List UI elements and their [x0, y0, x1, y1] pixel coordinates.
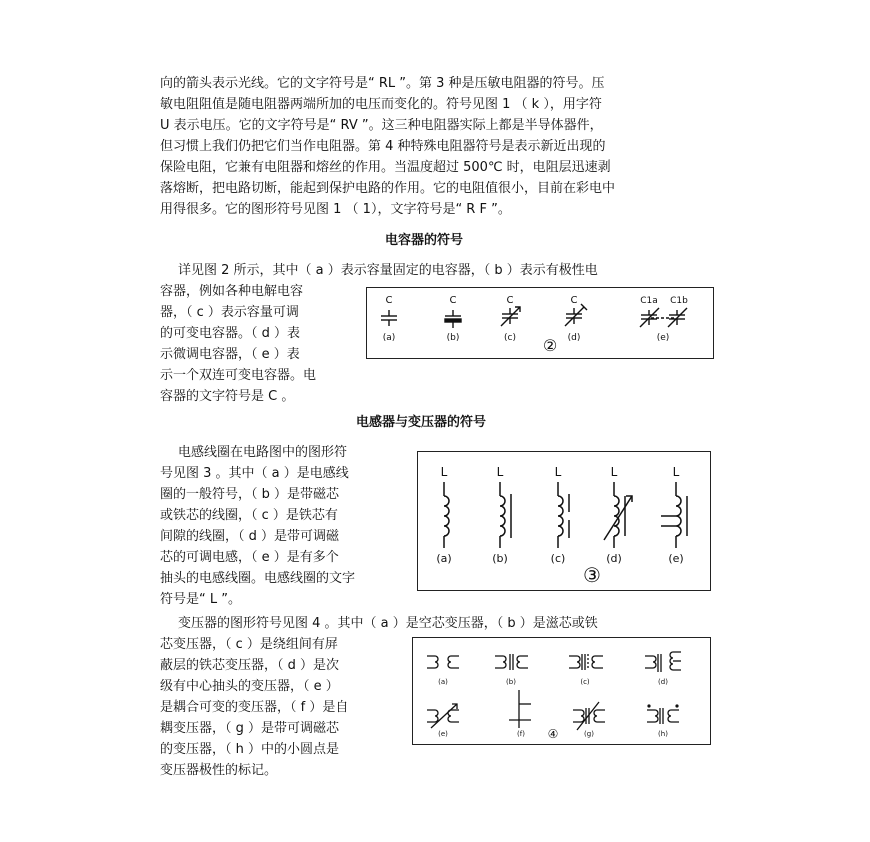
- transformer-label-f: (f): [517, 730, 525, 738]
- text-line: 符号是“ L ”。: [160, 592, 241, 607]
- text-line: 芯变压器，（ c ）是绕组间有屏: [160, 637, 338, 652]
- text-line: 但习惯上我们仍把它们当作电阻器。第 4 种特殊电阻器符号是表示新近出现的: [160, 139, 606, 154]
- inductor-label-d: (d): [606, 552, 622, 565]
- figure-transformer-symbols: [412, 637, 711, 745]
- text-line: 的变压器，（ h ）中的小圆点是: [160, 742, 340, 757]
- paragraph-capacitor-body: [160, 281, 316, 407]
- text-line: 敏电阻阻值是随电阻器两端所加的电压而变化的。符号见图 1 （ k ），用字符: [160, 97, 602, 112]
- figure-number-4: ④: [547, 727, 559, 741]
- paragraph-transformer-body: [160, 634, 348, 781]
- text-line: 耦变压器，（ g ）是带可调磁芯: [160, 721, 340, 736]
- figure-capacitor-symbols: [366, 287, 714, 359]
- transformer-label-h: (h): [658, 730, 668, 738]
- text-line: 级有中心抽头的变压器，（ e ）: [160, 679, 339, 694]
- text-line: 芯的可调电感，（ e ）是有多个: [160, 550, 339, 565]
- text-line: 是耦合可变的变压器，（ f ）是自: [160, 700, 349, 715]
- capacitor-label-d: (d): [567, 333, 581, 343]
- text-line: 圈的一般符号，（ b ）是带磁芯: [160, 487, 340, 502]
- figure-inductor-symbols: [417, 451, 711, 591]
- inductor-label-b: (b): [492, 552, 508, 565]
- text-line: U 表示电压。它的文字符号是“ RV ”。这三种电阻器实际上都是半导体器件，: [160, 118, 603, 133]
- capacitor-symbol-a: C: [385, 295, 393, 306]
- capacitor-label-b: (b): [446, 333, 460, 343]
- transformer-label-e: (e): [438, 730, 448, 738]
- inductor-label-c: (c): [550, 552, 566, 565]
- inductor-symbol-a: L: [440, 465, 448, 479]
- text-line: 保险电阻，它兼有电阻器和熔丝的作用。当温度超过 500℃ 时，电阻层迅速剥: [160, 160, 611, 175]
- transformer-label-a: (a): [438, 678, 448, 686]
- text-line: 器，（ c ）表示容量可调: [160, 305, 299, 320]
- inductor-label-e: (e): [668, 552, 684, 565]
- capacitor-label-c: (c): [504, 333, 516, 343]
- text-line: 号见图 3 。其中（ a ）是电感线: [160, 466, 349, 481]
- capacitor-symbol-b: C: [449, 295, 457, 306]
- transformer-symbols-drawing: [413, 638, 710, 744]
- text-line: 变压器的图形符号见图 4 。其中（ a ）是空芯变压器，（ b ）是滋芯或铁: [178, 616, 598, 631]
- paragraph-transformer-intro: [178, 613, 598, 634]
- capacitor-label-e: (e): [656, 333, 670, 343]
- text-line: 用得很多。它的图形符号见图 1 （ 1），文字符号是“ R F ”。: [160, 202, 511, 217]
- section-heading-inductor: 电感器与变压器的符号: [356, 415, 487, 430]
- transformer-label-b: (b): [506, 678, 516, 686]
- inductor-symbols-drawing: [418, 452, 710, 590]
- capacitor-symbols-drawing: [367, 288, 713, 358]
- text-line: 详见图 2 所示，其中（ a ）表示容量固定的电容器，（ b ）表示有极性电: [178, 263, 598, 278]
- text-line: 容器，例如各种电解电容: [160, 284, 304, 299]
- inductor-symbol-e: L: [672, 465, 680, 479]
- figure-number-3: ③: [583, 563, 601, 587]
- text-line: 变压器极性的标记。: [160, 763, 278, 778]
- paragraph-resistor-continued: [160, 73, 615, 220]
- text-line: 抽头的电感线圈。电感线圈的文字: [160, 571, 356, 586]
- figure-number-2: ②: [542, 336, 558, 355]
- text-line: 示一个双连可变电容器。电: [160, 368, 317, 383]
- inductor-symbol-b: L: [496, 465, 504, 479]
- text-line: 向的箭头表示光线。它的文字符号是“ RL ”。第 3 种是压敏电阻器的符号。压: [160, 76, 605, 91]
- text-line: 落熔断，把电路切断，能起到保护电路的作用。它的电阻值很小，目前在彩电中: [160, 181, 616, 196]
- text-line: 或铁芯的线圈，（ c ）是铁芯有: [160, 508, 338, 523]
- inductor-label-a: (a): [436, 552, 452, 565]
- text-line: 间隙的线圈，（ d ）是带可调磁: [160, 529, 340, 544]
- section-heading-capacitor: 电容器的符号: [385, 233, 464, 248]
- paragraph-capacitor-intro: [178, 260, 598, 281]
- inductor-symbol-c: L: [554, 465, 562, 479]
- capacitor-symbol-e1: C1a: [640, 296, 658, 306]
- text-line: 容器的文字符号是 C 。: [160, 389, 295, 404]
- capacitor-symbol-d: C: [570, 295, 578, 306]
- transformer-label-c: (c): [580, 678, 590, 686]
- text-line: 电感线圈在电路图中的图形符: [178, 445, 348, 460]
- transformer-label-g: (g): [584, 730, 594, 738]
- text-line: 的可变电容器。（ d ）表: [160, 326, 301, 341]
- transformer-label-d: (d): [658, 678, 668, 686]
- capacitor-symbol-c: C: [506, 295, 514, 306]
- capacitor-symbol-e2: C1b: [670, 296, 688, 306]
- text-line: 示微调电容器，（ e ）表: [160, 347, 300, 362]
- text-line: 蔽层的铁芯变压器，（ d ）是次: [160, 658, 340, 673]
- capacitor-label-a: (a): [382, 333, 396, 343]
- paragraph-inductor: [160, 442, 355, 610]
- inductor-symbol-d: L: [610, 465, 618, 479]
